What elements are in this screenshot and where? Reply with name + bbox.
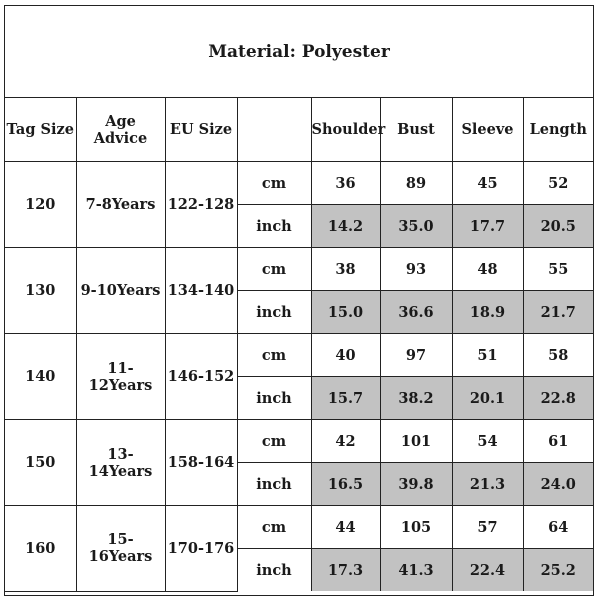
length-cm: 58	[523, 334, 593, 377]
length-inch: 22.8	[523, 377, 593, 420]
unit-cell: inch	[237, 463, 311, 506]
unit-cell: cm	[237, 248, 311, 291]
length-cm: 52	[523, 162, 593, 205]
bust-inch: 39.8	[380, 463, 452, 506]
shoulder-cm: 40	[311, 334, 380, 377]
header-row	[5, 98, 593, 162]
table-row-cm	[5, 506, 593, 549]
header-length: Length	[523, 98, 593, 162]
shoulder-cm: 44	[311, 506, 380, 549]
unit-cell: inch	[237, 205, 311, 248]
tag-size-cell: 130	[5, 248, 76, 334]
age-advice-cell: 7-8Years	[76, 162, 165, 248]
material-title: Material: Polyester	[5, 6, 593, 98]
eu-size-cell: 134-140	[165, 248, 237, 334]
header-eu-size: EU Size	[165, 98, 237, 162]
bust-cm: 101	[380, 420, 452, 463]
sleeve-inch: 21.3	[452, 463, 523, 506]
eu-size-cell: 146-152	[165, 334, 237, 420]
length-inch: 24.0	[523, 463, 593, 506]
length-inch: 25.2	[523, 549, 593, 592]
tag-size-cell: 140	[5, 334, 76, 420]
table-row-cm	[5, 162, 593, 205]
shoulder-inch: 14.2	[311, 205, 380, 248]
sleeve-cm: 51	[452, 334, 523, 377]
bust-cm: 89	[380, 162, 452, 205]
sleeve-cm: 45	[452, 162, 523, 205]
shoulder-inch: 15.0	[311, 291, 380, 334]
shoulder-inch: 17.3	[311, 549, 380, 592]
header-sleeve: Sleeve	[452, 98, 523, 162]
unit-cell: cm	[237, 162, 311, 205]
unit-cell: inch	[237, 377, 311, 420]
shoulder-inch: 15.7	[311, 377, 380, 420]
age-advice-cell: 11-12Years	[76, 334, 165, 420]
table-row-cm	[5, 248, 593, 291]
header-tag-size: Tag Size	[5, 98, 76, 162]
bust-inch: 36.6	[380, 291, 452, 334]
size-chart	[4, 5, 594, 596]
eu-size-cell: 158-164	[165, 420, 237, 506]
sleeve-inch: 17.7	[452, 205, 523, 248]
length-cm: 64	[523, 506, 593, 549]
unit-cell: cm	[237, 506, 311, 549]
bust-cm: 105	[380, 506, 452, 549]
header-shoulder: Shoulder	[311, 98, 380, 162]
age-advice-cell: 13-14Years	[76, 420, 165, 506]
age-advice-cell: 9-10Years	[76, 248, 165, 334]
bust-cm: 97	[380, 334, 452, 377]
unit-cell: cm	[237, 420, 311, 463]
header-unit	[237, 98, 311, 162]
age-advice-cell: 15-16Years	[76, 506, 165, 592]
eu-size-cell: 122-128	[165, 162, 237, 248]
tag-size-cell: 160	[5, 506, 76, 592]
unit-cell: cm	[237, 334, 311, 377]
unit-cell: inch	[237, 549, 311, 592]
tag-size-cell: 120	[5, 162, 76, 248]
sleeve-cm: 48	[452, 248, 523, 291]
header-bust: Bust	[380, 98, 452, 162]
bust-cm: 93	[380, 248, 452, 291]
length-cm: 55	[523, 248, 593, 291]
length-cm: 61	[523, 420, 593, 463]
table-row-cm	[5, 334, 593, 377]
bust-inch: 35.0	[380, 205, 452, 248]
unit-cell: inch	[237, 291, 311, 334]
sleeve-inch: 20.1	[452, 377, 523, 420]
length-inch: 21.7	[523, 291, 593, 334]
shoulder-cm: 38	[311, 248, 380, 291]
shoulder-inch: 16.5	[311, 463, 380, 506]
sleeve-inch: 22.4	[452, 549, 523, 592]
sleeve-cm: 54	[452, 420, 523, 463]
length-inch: 20.5	[523, 205, 593, 248]
eu-size-cell: 170-176	[165, 506, 237, 592]
table-row-cm	[5, 420, 593, 463]
bust-inch: 41.3	[380, 549, 452, 592]
tag-size-cell: 150	[5, 420, 76, 506]
header-age-advice: Age Advice	[76, 98, 165, 162]
sleeve-cm: 57	[452, 506, 523, 549]
shoulder-cm: 42	[311, 420, 380, 463]
bust-inch: 38.2	[380, 377, 452, 420]
sleeve-inch: 18.9	[452, 291, 523, 334]
shoulder-cm: 36	[311, 162, 380, 205]
size-table	[5, 98, 593, 592]
